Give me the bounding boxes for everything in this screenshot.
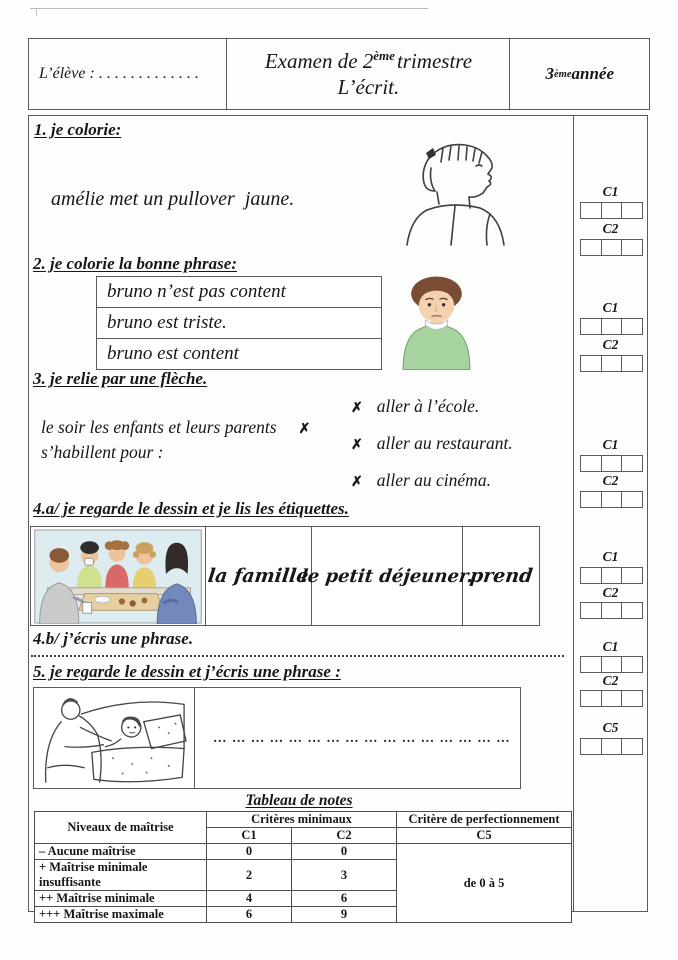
- score-cell: [580, 567, 602, 584]
- scan-edge-artifact: [30, 8, 428, 9]
- score-label-c2: C2: [602, 221, 619, 236]
- c1-cell: 6: [207, 907, 292, 923]
- grade-level: [509, 39, 649, 109]
- score-cell: [602, 355, 623, 372]
- score-cell: [622, 656, 643, 673]
- score-cell: [622, 455, 643, 472]
- notes-table-title: Tableau de notes: [245, 792, 353, 809]
- level-cell: +++ Maîtrise maximale: [35, 907, 207, 923]
- exam-title-prefix: Examen de 2: [264, 48, 374, 73]
- col-perf-header: Critère de perfectionnement: [397, 812, 572, 828]
- score-cell: [622, 355, 643, 372]
- c2-cell: 0: [292, 844, 397, 860]
- score-cell: [580, 656, 602, 673]
- section1-sentence: amélie met un pullover jaune.: [51, 188, 295, 210]
- score-cell: [622, 491, 643, 508]
- score-cell: [602, 239, 623, 256]
- section2-title: 2. je colorie la bonne phrase:: [33, 254, 237, 273]
- grade-sup: ème: [553, 68, 572, 80]
- score-label-c1: C1: [602, 300, 619, 315]
- section4b-title: 4.b/ j’écris une phrase.: [33, 629, 194, 648]
- score-cell: [602, 656, 623, 673]
- section3-stem: [41, 416, 310, 464]
- score-cell: [580, 202, 602, 219]
- exam-title: [226, 39, 509, 109]
- c1-cell: 0: [207, 844, 292, 860]
- score-cell: [580, 602, 602, 619]
- score-label-c1: C1: [602, 549, 619, 564]
- exam-title-line1: [265, 48, 472, 75]
- option-text: aller au cinéma.: [376, 470, 491, 490]
- family-breakfast: [31, 527, 205, 625]
- score-cell: [622, 602, 643, 619]
- score-boxes-c2: [580, 355, 643, 372]
- score-label-c2: C2: [602, 473, 619, 488]
- score-cell: [580, 455, 602, 472]
- c5-header: C5: [397, 828, 572, 844]
- match-x-mark: ✗: [298, 422, 311, 437]
- choice-row: bruno est content: [97, 338, 381, 369]
- score-label-c1: C1: [602, 437, 619, 452]
- etiquette-label: la famille: [206, 565, 311, 587]
- exam-body: [28, 115, 574, 921]
- score-cell: [602, 738, 623, 755]
- score-cell: [580, 355, 602, 372]
- student-name-field: [29, 39, 226, 109]
- grade-word: année: [571, 64, 615, 83]
- boy-portrait: [395, 272, 479, 370]
- col-levels-header: Niveaux de maîtrise: [35, 812, 207, 844]
- etiquette-label: prend: [468, 565, 534, 587]
- score-label-c2: C2: [602, 673, 619, 688]
- score-column: [574, 115, 648, 912]
- score-cell: [580, 690, 602, 707]
- score-cell: [622, 567, 643, 584]
- score-label-c2: C2: [602, 585, 619, 600]
- c2-cell: 6: [292, 891, 397, 907]
- level-cell: – Aucune maîtrise: [35, 844, 207, 860]
- score-cell: [602, 491, 623, 508]
- c1-cell: 4: [207, 891, 292, 907]
- notes-table: [34, 811, 572, 923]
- section3-title: 3. je relie par une flèche.: [33, 369, 208, 388]
- c5-range-cell: de 0 à 5: [397, 844, 572, 923]
- section5-title: 5. je regarde le dessin et j’écris une phrase :: [33, 662, 341, 681]
- c2-cell: 9: [292, 907, 397, 923]
- hair-bow: [426, 148, 436, 159]
- col-min-header: Critères minimaux: [207, 812, 397, 828]
- stem-text: le soir les enfants et leurs parents: [41, 417, 277, 437]
- stem-line2: s’habillent pour :: [41, 442, 164, 462]
- etiquette-cell: [299, 527, 475, 625]
- score-cell: [580, 491, 602, 508]
- score-boxes-c2: [580, 690, 643, 707]
- score-cell: [580, 239, 602, 256]
- score-label-c2: C2: [602, 337, 619, 352]
- match-option: [351, 433, 513, 454]
- score-label-c5: C5: [602, 720, 619, 735]
- student-label: L’élève : . . . . . . . . . . . . .: [39, 65, 199, 82]
- section5-box: [33, 687, 521, 789]
- option-text: aller à l’école.: [376, 396, 480, 416]
- exam-title-suffix: trimestre: [396, 48, 473, 73]
- section4a-labels-table: [30, 526, 540, 626]
- score-cell: [602, 455, 623, 472]
- score-boxes-c1: [580, 318, 643, 335]
- match-x-mark: ✗: [351, 438, 363, 453]
- match-x-mark: ✗: [351, 401, 363, 416]
- c2-cell: 3: [292, 860, 397, 891]
- score-cell: [602, 567, 623, 584]
- match-x-mark: ✗: [351, 475, 363, 490]
- answer-line: [31, 654, 564, 657]
- score-cell: [602, 202, 623, 219]
- level-cell: ++ Maîtrise minimale: [35, 891, 207, 907]
- choice-row: bruno est triste.: [97, 307, 381, 338]
- exam-title-sup: ème: [373, 47, 395, 63]
- grade-number: 3: [545, 64, 554, 83]
- girl-profile-sketch: [399, 138, 526, 246]
- score-cell: [580, 738, 602, 755]
- score-cell: [622, 239, 643, 256]
- exam-subtitle: L’écrit.: [337, 74, 400, 99]
- score-cell: [602, 602, 623, 619]
- score-label-c1: C1: [602, 639, 619, 654]
- etiquette-cell: [462, 527, 539, 625]
- score-cell: [602, 690, 623, 707]
- score-boxes-c1: [580, 455, 643, 472]
- match-option: [351, 470, 491, 491]
- score-boxes-c2: [580, 602, 643, 619]
- score-boxes-c1: [580, 567, 643, 584]
- level-cell: + Maîtrise minimale insuffisante: [35, 860, 207, 891]
- answer-dots: … … … … … … … … … … … … … … … …: [213, 730, 511, 745]
- header: [28, 38, 650, 110]
- score-boxes-c5: [580, 738, 643, 755]
- score-cell: [622, 738, 643, 755]
- score-cell: [622, 690, 643, 707]
- c1-header: C1: [207, 828, 292, 844]
- match-option: [351, 396, 479, 417]
- stem-line1: [41, 416, 310, 441]
- choice-row: bruno n’est pas content: [107, 281, 286, 302]
- scan-edge-artifact: [36, 8, 37, 16]
- score-boxes-c2: [580, 491, 643, 508]
- score-cell: [622, 318, 643, 335]
- score-boxes-c2: [580, 239, 643, 256]
- score-cell: [622, 202, 643, 219]
- section4a-title: 4.a/ je regarde le dessin et je lis les étiquettes.: [33, 499, 349, 518]
- c1-cell: 2: [207, 860, 292, 891]
- table-row: [35, 844, 572, 860]
- score-boxes-c1: [580, 202, 643, 219]
- score-boxes-c1: [580, 656, 643, 673]
- section1-title: 1. je colorie:: [34, 120, 122, 139]
- section2-choices: [96, 276, 382, 370]
- option-text: aller au restaurant.: [376, 433, 513, 453]
- etiquette-cell: [205, 527, 311, 625]
- c2-header: C2: [292, 828, 397, 844]
- score-cell: [580, 318, 602, 335]
- score-cell: [602, 318, 623, 335]
- doctor-girl-bed-sketch: [34, 688, 195, 788]
- score-label-c1: C1: [602, 184, 619, 199]
- etiquette-label: le petit déjeuner.: [299, 565, 475, 587]
